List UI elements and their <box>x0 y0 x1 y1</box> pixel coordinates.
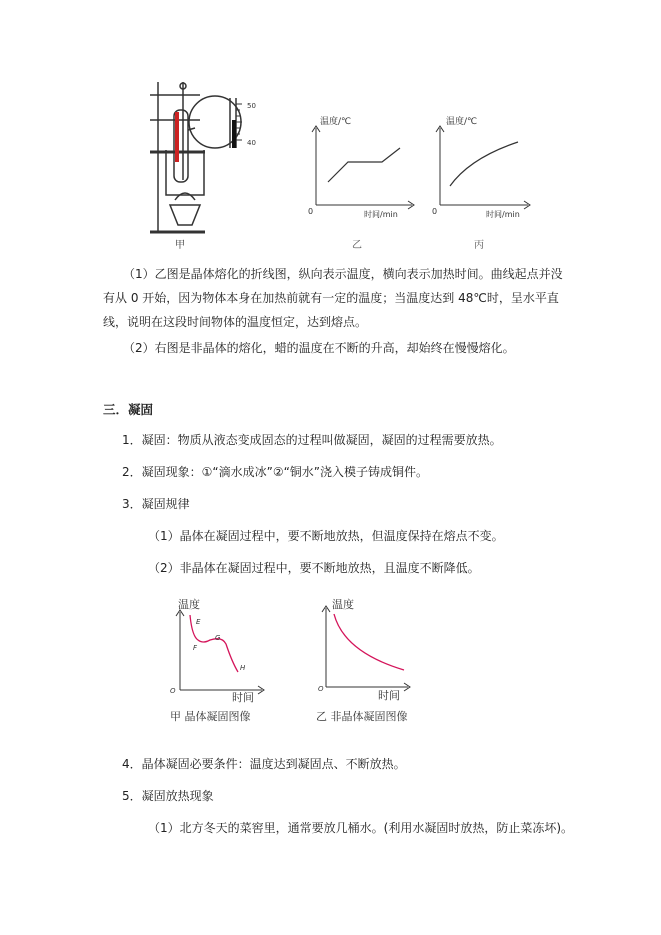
right-chart-ylabel: 温度 <box>332 598 354 611</box>
paragraph-crystal-melting: （1）乙图是晶体熔化的折线图，纵向表示温度，横向表示加热时间。曲线起点并没有从 0 开始，因为物体本身在加热前就有一定的温度；当温度达到 48℃时，呈水平直线，说明在这段时间物体的温度恒定，达到熔点。 <box>103 267 563 329</box>
chart-yi-xlabel: 时间/min <box>364 210 398 219</box>
figure-jia-label: 甲 <box>175 240 185 251</box>
chart-yi-label: 乙 <box>352 240 362 251</box>
left-chart-origin: O <box>170 687 176 695</box>
chart-bing-label: 丙 <box>474 240 484 251</box>
thermometer-tick-40: 40 <box>247 139 256 147</box>
noncrystal-solidification-curve <box>334 614 404 670</box>
item-5-1: （1）北方冬天的菜窖里，通常要放几桶水。(利用水凝固时放热，防止菜冻坏)。 <box>148 821 574 835</box>
chart-bing-xlabel: 时间/min <box>486 210 520 219</box>
curve-point-g: G <box>215 634 221 642</box>
item-1-definition: 1．凝固：物质从液态变成固态的过程叫做凝固，凝固的过程需要放热。 <box>122 433 502 447</box>
chart-yi-origin: 0 <box>308 207 314 216</box>
thermometer-tick-50: 50 <box>247 102 256 110</box>
curve-point-e: E <box>196 618 201 626</box>
item-4-conditions: 4．晶体凝固必要条件：温度达到凝固点、不断放热。 <box>122 757 406 771</box>
item-3-1: （1）晶体在凝固过程中，要不断地放热，但温度保持在熔点不变。 <box>148 529 504 543</box>
curve-point-h: H <box>240 664 246 672</box>
chart-yi-ylabel: 温度/℃ <box>320 117 352 127</box>
item-3-rules: 3．凝固规律 <box>122 497 190 511</box>
chart-bing-ylabel: 温度/℃ <box>446 117 478 127</box>
right-chart-origin: O <box>318 685 324 693</box>
curve-point-f: F <box>193 644 198 652</box>
left-chart-ylabel: 温度 <box>178 598 200 611</box>
item-5-heat-release: 5．凝固放热现象 <box>122 789 214 803</box>
chart-bing-origin: 0 <box>432 207 438 216</box>
right-chart-xlabel: 时间 <box>378 689 400 702</box>
item-3-2: （2）非晶体在凝固过程中，要不断地放热，且温度不断降低。 <box>148 561 480 575</box>
paragraph-noncrystal-melting: （2）右图是非晶体的熔化，蜡的温度在不断的升高，却始终在慢慢熔化。 <box>123 341 515 355</box>
item-2-phenomena: 2．凝固现象：①“滴水成冰”②“铜水”浇入模子铸成铜件。 <box>122 465 429 479</box>
right-chart-caption: 乙 非晶体凝固图像 <box>316 710 408 723</box>
left-chart-xlabel: 时间 <box>232 691 254 704</box>
left-chart-caption: 甲 晶体凝固图像 <box>170 710 251 723</box>
section-heading-solidification: 三．凝固 <box>103 402 154 417</box>
